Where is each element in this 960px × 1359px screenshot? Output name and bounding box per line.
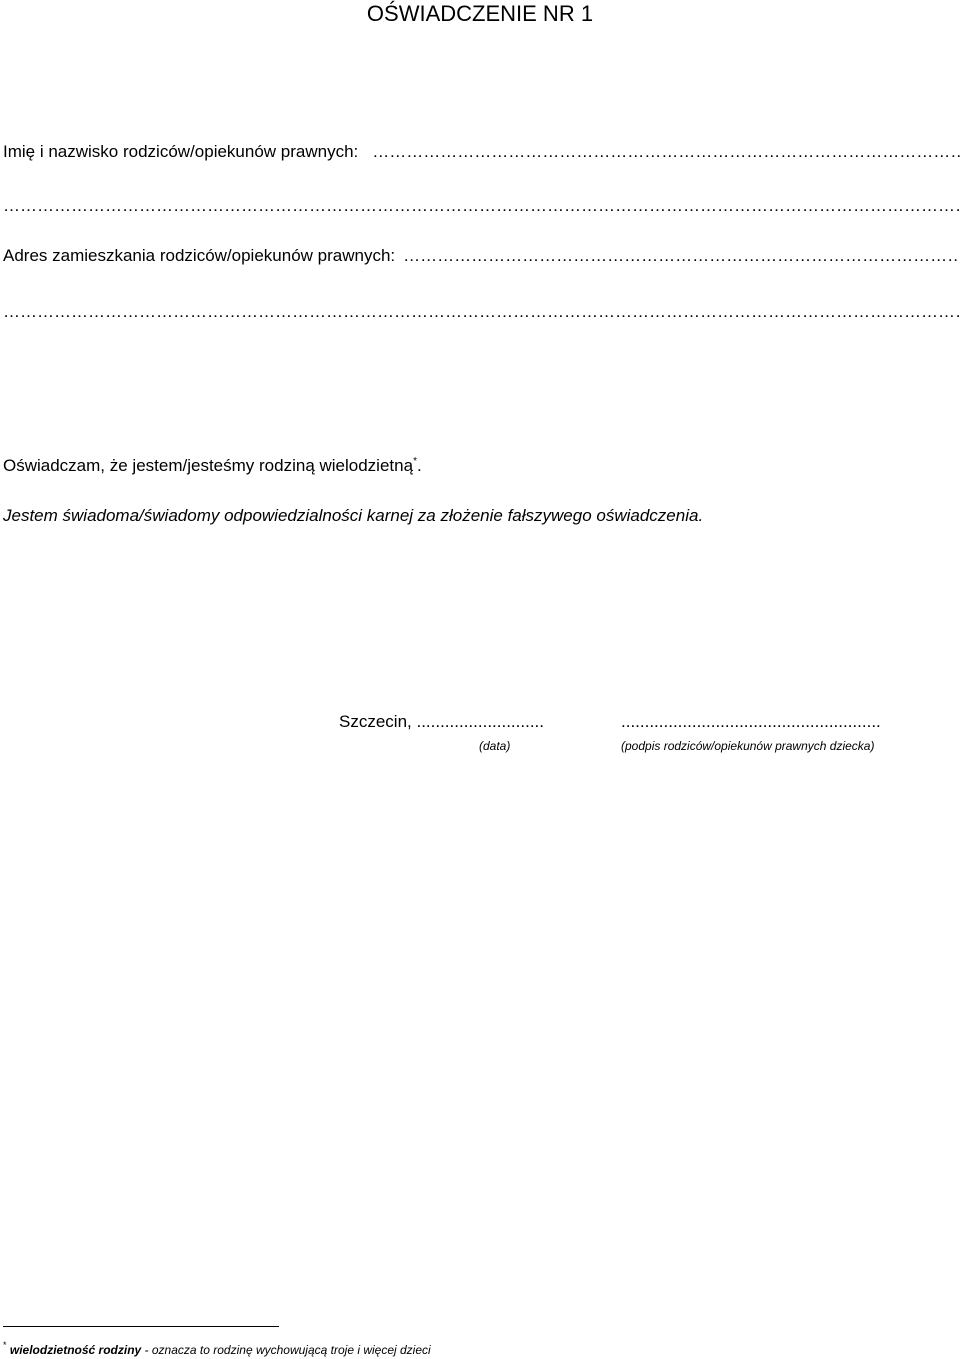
declaration-text: Oświadczam, że jestem/jesteśmy rodziną wielodzietną: [3, 456, 414, 475]
declaration-end: .: [416, 456, 422, 475]
large-family-declaration: [3, 451, 422, 477]
names-continuation-line: [3, 195, 960, 217]
address-field-line: [3, 245, 960, 267]
footnote-separator: [3, 1326, 279, 1327]
address-fill-dots[interactable]: [403, 245, 960, 267]
footnote-marker: *: [3, 1340, 7, 1350]
date-caption: (data): [479, 739, 511, 753]
names-field-line: [3, 141, 960, 163]
place-date-line[interactable]: Szczecin, ...........................: [339, 712, 544, 731]
declaration-footnote-marker: *: [413, 456, 417, 467]
signature-caption: (podpis rodziców/opiekunów prawnych dziecka): [621, 739, 875, 753]
names-fill-dots[interactable]: [372, 141, 960, 163]
footnote-term: wielodzietność rodziny: [9, 1343, 142, 1357]
signature-line[interactable]: .......................................................: [621, 712, 881, 731]
document-title: OŚWIADCZENIE NR 1: [366, 1, 594, 26]
responsibility-statement: Jestem świadoma/świadomy odpowiedzialności karnej za złożenie fałszywego oświadczenia.: [3, 506, 704, 525]
footnote-definition: - oznacza to rodzinę wychowującą troje i więcej dzieci: [141, 1343, 431, 1357]
footnote: [3, 1336, 431, 1359]
names-label: Imię i nazwisko rodziców/opiekunów prawnych:: [3, 142, 359, 161]
names-continuation-dots[interactable]: [3, 195, 960, 217]
address-continuation-dots[interactable]: [3, 301, 960, 323]
address-continuation-line: [3, 301, 960, 323]
address-label: Adres zamieszkania rodziców/opiekunów prawnych:: [3, 246, 396, 265]
